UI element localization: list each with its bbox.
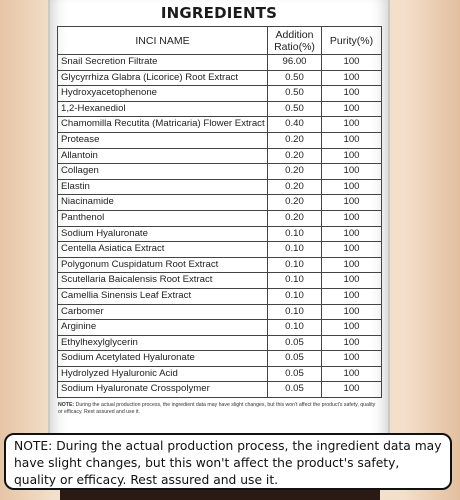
- purity: 100: [322, 366, 382, 382]
- addition-ratio: 96.00: [268, 55, 322, 71]
- ingredient-name: Hydroxyacetophenone: [58, 86, 268, 102]
- ingredient-name: Camellia Sinensis Leaf Extract: [58, 288, 268, 304]
- ingredient-name: Collagen: [58, 164, 268, 180]
- addition-ratio: 0.05: [268, 366, 322, 382]
- bottle-base: [60, 490, 380, 500]
- ingredient-name: Niacinamide: [58, 195, 268, 211]
- purity: 100: [322, 226, 382, 242]
- header-addition-ratio: [268, 27, 322, 55]
- addition-ratio: 0.50: [268, 86, 322, 102]
- ingredients-title: INGREDIENTS: [160, 4, 278, 22]
- ingredient-name: Glycyrrhiza Glabra (Licorice) Root Extract: [58, 70, 268, 86]
- purity: 100: [322, 335, 382, 351]
- ingredient-name: Centella Asiatica Extract: [58, 242, 268, 258]
- purity: 100: [322, 242, 382, 258]
- table-row: [58, 148, 382, 164]
- addition-ratio: 0.10: [268, 304, 322, 320]
- small-note-text: During the actual production process, the ingredient data may have slight changes, but this won't affect the product's safety, quality or efficacy. Rest assured and use it.: [58, 402, 376, 415]
- ingredients-table: [57, 26, 382, 398]
- purity: 100: [322, 382, 382, 398]
- table-row: [58, 101, 382, 117]
- addition-ratio: 0.10: [268, 288, 322, 304]
- table-row: [58, 366, 382, 382]
- table-row: [58, 70, 382, 86]
- note-callout: [4, 433, 452, 490]
- note-callout-text: NOTE: During the actual production process, the ingredient data may have slight changes, but this won't affect the product's safety, quality or efficacy. Rest assured and use it.: [14, 439, 442, 487]
- table-row: [58, 273, 382, 289]
- addition-ratio: 0.05: [268, 335, 322, 351]
- addition-ratio: 0.10: [268, 257, 322, 273]
- header-ratio-line1: Addition: [275, 28, 314, 41]
- purity: 100: [322, 210, 382, 226]
- purity: 100: [322, 70, 382, 86]
- table-row: [58, 288, 382, 304]
- ingredient-name: Sodium Acetylated Hyaluronate: [58, 351, 268, 367]
- table-row: [58, 226, 382, 242]
- addition-ratio: 0.10: [268, 226, 322, 242]
- ingredient-name: Elastin: [58, 179, 268, 195]
- addition-ratio: 0.20: [268, 195, 322, 211]
- addition-ratio: 0.20: [268, 132, 322, 148]
- addition-ratio: 0.20: [268, 179, 322, 195]
- header-purity: Purity(%): [322, 27, 382, 55]
- ingredients-label: [48, 0, 390, 470]
- table-row: [58, 257, 382, 273]
- addition-ratio: 0.05: [268, 382, 322, 398]
- purity: 100: [322, 320, 382, 336]
- table-row: [58, 132, 382, 148]
- table-row: [58, 55, 382, 71]
- ingredient-name: Scutellaria Baicalensis Root Extract: [58, 273, 268, 289]
- purity: 100: [322, 195, 382, 211]
- table-row: [58, 335, 382, 351]
- table-row: [58, 164, 382, 180]
- table-row: [58, 86, 382, 102]
- purity: 100: [322, 288, 382, 304]
- table-row: [58, 242, 382, 258]
- table-row: [58, 195, 382, 211]
- addition-ratio: 0.20: [268, 164, 322, 180]
- purity: 100: [322, 148, 382, 164]
- ingredient-name: Ethylhexylglycerin: [58, 335, 268, 351]
- table-row: [58, 117, 382, 133]
- addition-ratio: 0.10: [268, 273, 322, 289]
- purity: 100: [322, 101, 382, 117]
- addition-ratio: 0.10: [268, 320, 322, 336]
- addition-ratio: 0.10: [268, 242, 322, 258]
- addition-ratio: 0.50: [268, 101, 322, 117]
- addition-ratio: 0.20: [268, 148, 322, 164]
- purity: 100: [322, 273, 382, 289]
- table-row: [58, 382, 382, 398]
- ingredient-name: Sodium Hyaluronate Crosspolymer: [58, 382, 268, 398]
- table-row: [58, 179, 382, 195]
- purity: 100: [322, 257, 382, 273]
- ingredient-name: Sodium Hyaluronate: [58, 226, 268, 242]
- addition-ratio: 0.40: [268, 117, 322, 133]
- purity: 100: [322, 179, 382, 195]
- ingredient-name: Snail Secretion Filtrate: [58, 55, 268, 71]
- ingredient-name: Polygonum Cuspidatum Root Extract: [58, 257, 268, 273]
- ingredient-name: Chamomilla Recutita (Matricaria) Flower Extract: [58, 117, 268, 133]
- table-row: [58, 351, 382, 367]
- small-print-note: [58, 402, 380, 416]
- purity: 100: [322, 132, 382, 148]
- addition-ratio: 0.50: [268, 70, 322, 86]
- addition-ratio: 0.05: [268, 351, 322, 367]
- header-ratio-line2: Ratio(%): [274, 40, 315, 53]
- table-row: [58, 210, 382, 226]
- ingredient-name: 1,2-Hexanediol: [58, 101, 268, 117]
- purity: 100: [322, 86, 382, 102]
- ingredient-name: Carbomer: [58, 304, 268, 320]
- purity: 100: [322, 164, 382, 180]
- addition-ratio: 0.20: [268, 210, 322, 226]
- ingredient-name: Panthenol: [58, 210, 268, 226]
- table-row: [58, 320, 382, 336]
- ingredient-name: Arginine: [58, 320, 268, 336]
- table-header-row: [58, 27, 382, 55]
- ingredient-name: Allantoin: [58, 148, 268, 164]
- ingredient-name: Protease: [58, 132, 268, 148]
- purity: 100: [322, 55, 382, 71]
- purity: 100: [322, 304, 382, 320]
- ingredient-name: Hydrolyzed Hyaluronic Acid: [58, 366, 268, 382]
- purity: 100: [322, 351, 382, 367]
- header-inci-name: INCI NAME: [58, 27, 268, 55]
- purity: 100: [322, 117, 382, 133]
- table-row: [58, 304, 382, 320]
- small-note-label: NOTE:: [58, 402, 75, 408]
